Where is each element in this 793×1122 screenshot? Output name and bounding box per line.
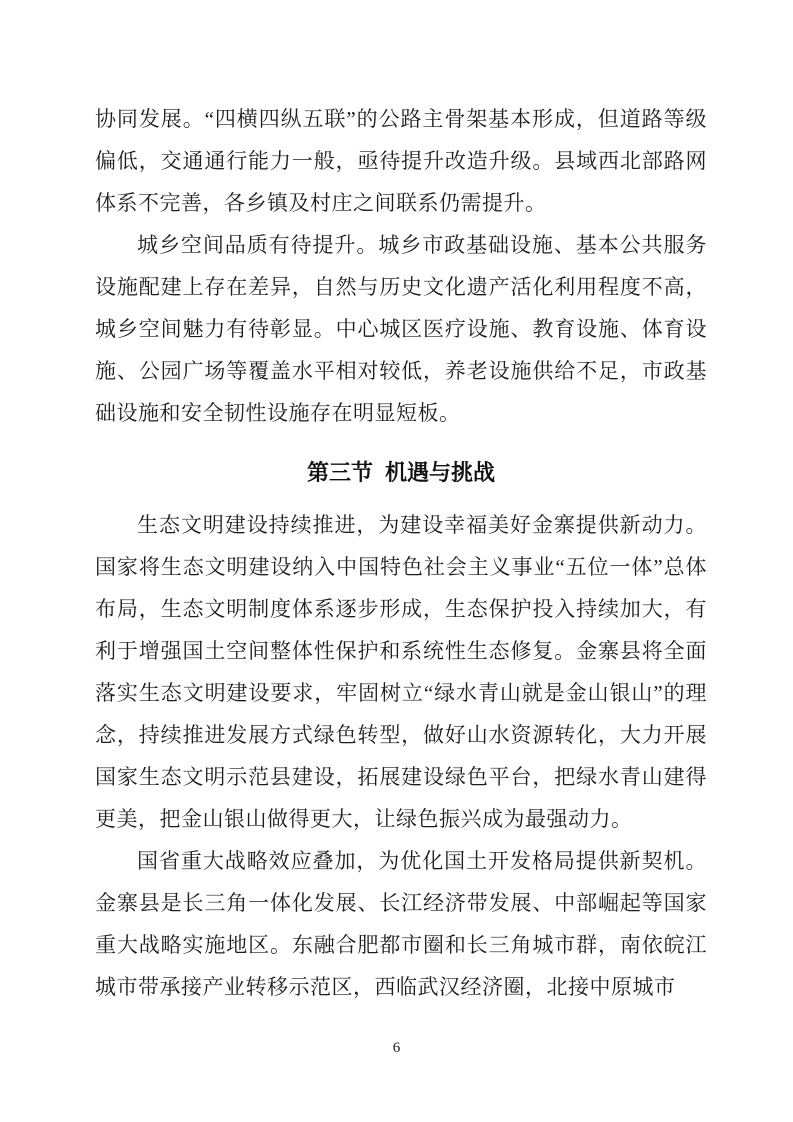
body-paragraph-urban-rural-quality: 城乡空间品质有待提升。城乡市政基础设施、基本公共服务设施配建上存在差异，自然与历史文化遗产活化利用程度不高，城乡空间魅力有待彰显。中心城区医疗设施、教育设施、体育设施、公园广场等覆盖水平相对较低，养老设施供给不足，市政基础设施和安全韧性设施存在明显短板。 — [95, 233, 707, 425]
page-content — [95, 98, 707, 1008]
body-paragraph-road-network: 协同发展。“四横四纵五联”的公路主骨架基本形成，但道路等级偏低，交通通行能力一般，亟待提升改造升级。县域西北部路网体系不完善，各乡镇及村庄之间联系仍需提升。 — [95, 107, 707, 215]
body-paragraph-ecological-civilization: 生态文明建设持续推进，为建设幸福美好金寨提供新动力。国家将生态文明建设纳入中国特色社会主义事业“五位一体”总体布局，生态文明制度体系逐步形成，生态保护投入持续加大，有利于增强国土空间整体性保护和系统性生态修复。金寨县将全面落实生态文明建设要求，牢固树立“绿水青山就是金山银山”的理念，持续推进发展方式绿色转型，做好山水资源转化，大力开展国家生态文明示范县建设，拓展建设绿色平台，把绿水青山建得更美，把金山银山做得更大，让绿色振兴成为最强动力。 — [95, 513, 707, 831]
page-number: 6 — [392, 1040, 401, 1056]
body-paragraph-national-strategy: 国省重大战略效应叠加，为优化国土开发格局提供新契机。金寨县是长三角一体化发展、长江经济带发展、中部崛起等国家重大战略实施地区。东融合肥都市圈和长三角城市群，南依皖江城市带承接产业转移示范区，西临武汉经济圈，北接中原城市 — [95, 849, 707, 999]
section-heading: 第三节 机遇与挑战 — [306, 460, 496, 485]
